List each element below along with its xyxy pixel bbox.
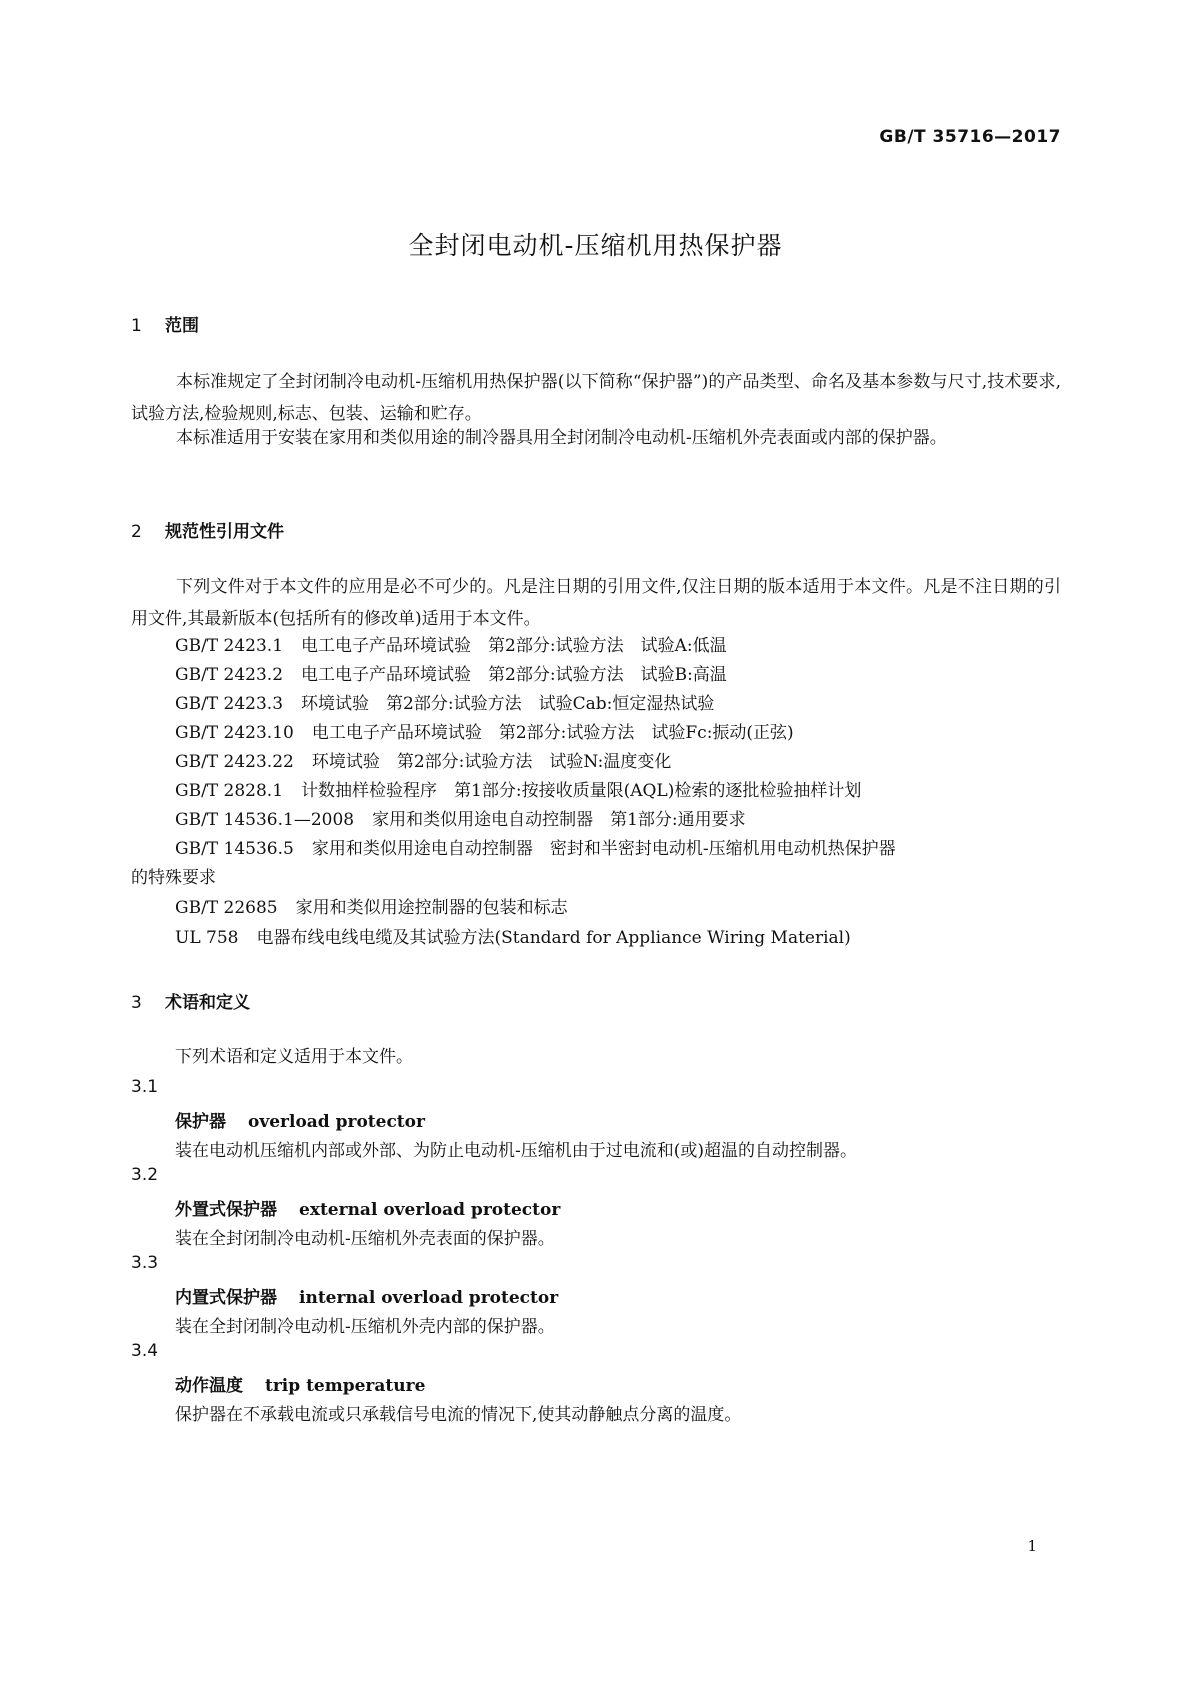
section-1-heading <box>131 311 199 336</box>
scope-paragraph-2: 本标准适用于安装在家用和类似用途的制冷器具用全封闭制冷电动机-压缩机外壳表面或内部的保护器。 <box>176 428 947 448</box>
reference-item <box>175 775 861 807</box>
section-3-heading <box>131 988 250 1013</box>
term-definition: 保护器在不承载电流或只承载信号电流的情况下,使其动静触点分离的温度。 <box>175 1405 742 1425</box>
term-number: 3.3 <box>131 1253 159 1273</box>
term-en: trip temperature <box>265 1376 426 1396</box>
term-en: external overload protector <box>299 1200 561 1220</box>
reference-continuation: 的特殊要求 <box>131 868 216 888</box>
reference-title: 电工电子产品环境试验 第2部分:试验方法 试验A:低温 <box>301 636 727 656</box>
reference-item <box>175 659 727 691</box>
scope-paragraph-1: 本标准规定了全封闭制冷电动机-压缩机用热保护器(以下简称“保护器”)的产品类型、命名及基本参数与尺寸,技术要求,试验方法,检验规则,标志、包装、运输和贮存。 <box>131 372 1061 424</box>
reference-code: GB/T 2423.3 <box>175 694 284 714</box>
term-definition: 装在全封闭制冷电动机-压缩机外壳内部的保护器。 <box>175 1317 555 1337</box>
reference-title: 计数抽样检验程序 第1部分:按接收质量限(AQL)检索的逐批检验抽样计划 <box>301 781 862 801</box>
reference-item <box>175 746 671 778</box>
reference-item <box>175 833 896 865</box>
section-2-heading <box>131 517 284 542</box>
term-number: 3.4 <box>131 1341 159 1361</box>
term-heading <box>175 1283 558 1308</box>
reference-item <box>175 892 568 924</box>
term-heading <box>175 1195 560 1220</box>
reference-title: 环境试验 第2部分:试验方法 试验N:温度变化 <box>311 752 672 772</box>
section-number: 1 <box>131 316 142 336</box>
reference-code: GB/T 14536.5 <box>175 839 294 859</box>
reference-code: GB/T 14536.1—2008 <box>175 810 355 830</box>
section-number: 3 <box>131 993 142 1013</box>
document-title: 全封闭电动机-压缩机用热保护器 <box>408 231 783 260</box>
reference-code: GB/T 2423.10 <box>175 723 294 743</box>
term-zh: 内置式保护器 <box>175 1288 277 1308</box>
reference-item <box>175 804 746 836</box>
term-zh: 保护器 <box>175 1112 226 1132</box>
term-definition: 装在电动机压缩机内部或外部、为防止电动机-压缩机由于过电流和(或)超温的自动控制器。 <box>175 1141 858 1161</box>
section-title: 术语和定义 <box>165 993 250 1013</box>
reference-title: 电工电子产品环境试验 第2部分:试验方法 试验Fc:振动(正弦) <box>311 723 794 743</box>
reference-title: 家用和类似用途电自动控制器 密封和半密封电动机-压缩机用电动机热保护器 <box>311 839 896 859</box>
terms-intro: 下列术语和定义适用于本文件。 <box>175 1047 413 1067</box>
term-en: overload protector <box>248 1112 425 1132</box>
term-number: 3.2 <box>131 1165 159 1185</box>
reference-item <box>175 688 714 720</box>
reference-item <box>175 922 851 954</box>
references-intro: 下列文件对于本文件的应用是必不可少的。凡是注日期的引用文件,仅注日期的版本适用于本文件。凡是不注日期的引用文件,其最新版本(包括所有的修改单)适用于本文件。 <box>131 577 1061 629</box>
standard-number: GB/T 35716—2017 <box>879 127 1061 147</box>
reference-title: 电器布线电线电缆及其试验方法(Standard for Appliance Wiring Material) <box>256 928 851 948</box>
reference-code: GB/T 2828.1 <box>175 781 284 801</box>
reference-item <box>175 717 794 749</box>
reference-code: UL 758 <box>175 928 239 948</box>
reference-title: 环境试验 第2部分:试验方法 试验Cab:恒定湿热试验 <box>301 694 715 714</box>
term-number: 3.1 <box>131 1077 159 1097</box>
term-heading <box>175 1371 425 1396</box>
reference-code: GB/T 2423.22 <box>175 752 294 772</box>
section-number: 2 <box>131 522 142 542</box>
reference-code: GB/T 2423.1 <box>175 636 284 656</box>
section-title: 规范性引用文件 <box>165 522 284 542</box>
reference-title: 家用和类似用途电自动控制器 第1部分:通用要求 <box>372 810 746 830</box>
reference-title: 电工电子产品环境试验 第2部分:试验方法 试验B:高温 <box>301 665 727 685</box>
reference-item <box>175 630 727 662</box>
term-definition: 装在全封闭制冷电动机-压缩机外壳表面的保护器。 <box>175 1229 555 1249</box>
page-number: 1 <box>1027 1537 1037 1555</box>
reference-code: GB/T 2423.2 <box>175 665 284 685</box>
reference-code: GB/T 22685 <box>175 898 278 918</box>
section-title: 范围 <box>165 316 199 336</box>
term-en: internal overload protector <box>299 1288 559 1308</box>
reference-title: 家用和类似用途控制器的包装和标志 <box>295 898 568 918</box>
term-zh: 外置式保护器 <box>175 1200 277 1220</box>
term-zh: 动作温度 <box>175 1376 243 1396</box>
term-heading <box>175 1107 425 1132</box>
